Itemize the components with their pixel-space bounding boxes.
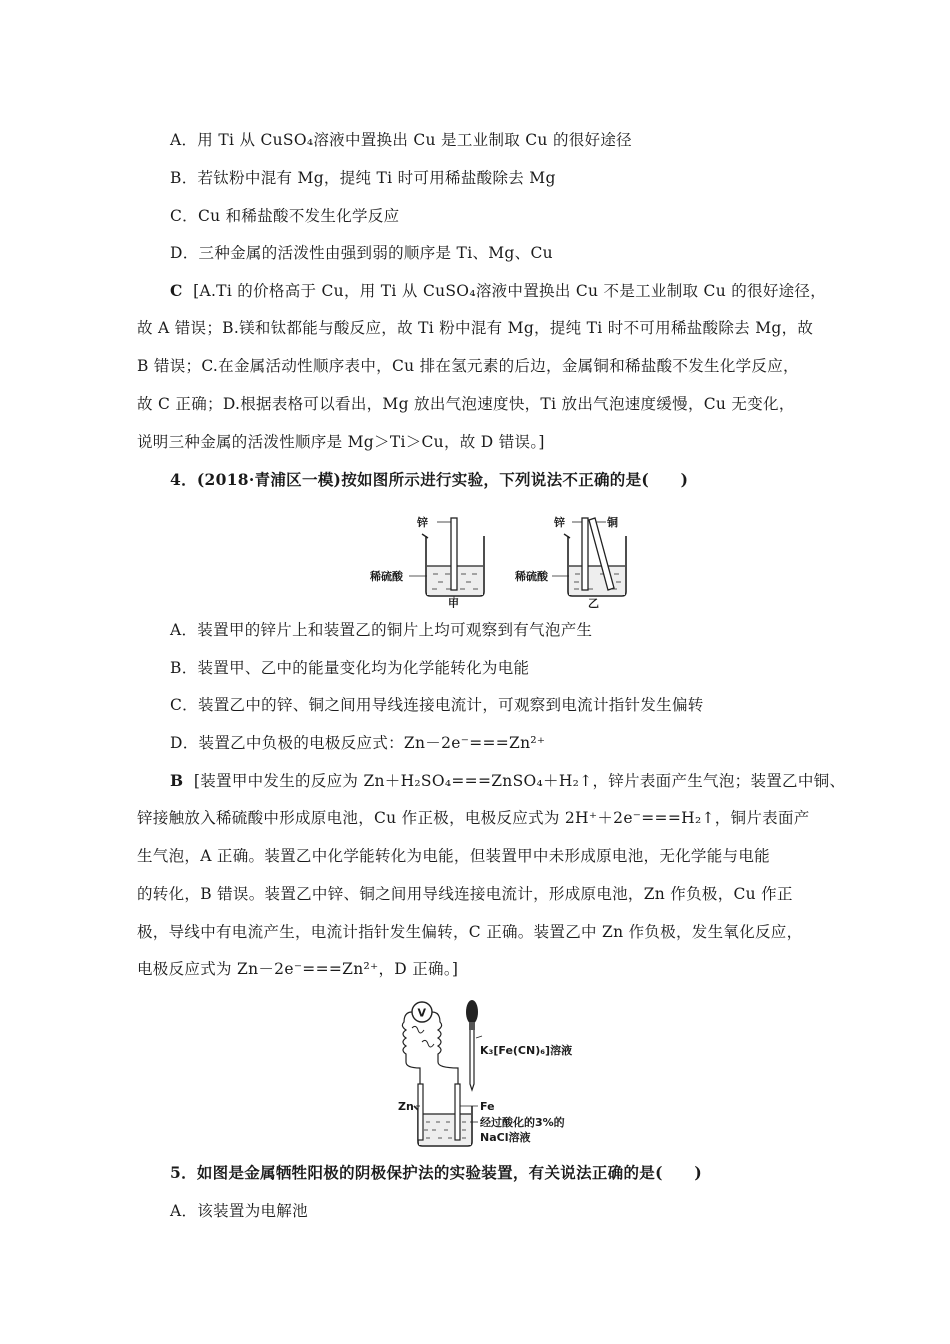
q4-yi-acid-label: 稀硫酸 [515,570,548,583]
q5-dropper-bulb [466,1000,478,1024]
q4-explanation-line-2: 锌接触放入稀硫酸中形成原电池，Cu 作正极，电极反应式为 2H⁺＋2e⁻===H₂↑，铜片表面产 [137,809,810,827]
q4-option-d: D．装置乙中负极的电极反应式：Zn－2e⁻===Zn²⁺ [170,734,546,752]
q4-beaker-jia [369,515,484,608]
q4-explanation-line-6: 电极反应式为 Zn－2e⁻===Zn²⁺，D 正确。] [137,960,459,978]
q3-option-a: A．用 Ti 从 CuSO₄溶液中置换出 Cu 是工业制取 Cu 的很好途径 [170,131,632,149]
q4-explanation-text-1: [装置甲中发生的反应为 Zn＋H₂SO₄===ZnSO₄＋H₂↑，锌片表面产生气泡；装置乙中铜、 [193,772,846,790]
q4-jia-caption: 甲 [448,597,459,608]
q3-answer: C [170,281,183,300]
q4-stem: 4．(2018·青浦区一模)按如图所示进行实验，下列说法不正确的是( ) [170,470,689,489]
q3-explanation-line-5: 说明三种金属的活泼性顺序是 Mg＞Ti＞Cu，故 D 错误。] [137,433,545,451]
q4-yi-copper-label: 铜 [607,516,618,529]
q5-figure [398,998,608,1148]
q4-yi-caption: 乙 [588,597,599,608]
q5-reagent-label: K₃[Fe(CN)₆]溶液 [480,1044,573,1057]
q4-yi-zinc-strip [582,518,588,590]
q3-explanation-line-2: 故 A 错误；B.镁和钛都能与酸反应，故 Ti 粉中混有 Mg，提纯 Ti 时不可用稀盐酸除去 Mg，故 [137,319,814,337]
q4-yi-zinc-label: 锌 [554,516,565,529]
q4-option-b: B．装置甲、乙中的能量变化均为化学能转化为电能 [170,659,530,677]
q4-jia-acid-label: 稀硫酸 [370,570,403,583]
q3-option-d: D．三种金属的活泼性由强到弱的顺序是 Ti、Mg、Cu [170,244,553,262]
q5-fe-electrode [455,1084,460,1140]
q4-jia-zinc-label: 锌 [417,516,428,529]
q5-stem: 5．如图是金属牺牲阳极的阴极保护法的实验装置，有关说法正确的是( ) [170,1163,702,1182]
q4-jia-zinc-strip [451,518,457,590]
q4-explanation-line-4: 的转化，B 错误。装置乙中锌、铜之间用导线连接电流计，形成原电池，Zn 作负极，Cu 作正 [137,885,793,903]
q4-explanation-line-1 [170,769,845,791]
q4-answer: B [170,771,184,790]
q4-option-a: A．装置甲的锌片上和装置乙的铜片上均可观察到有气泡产生 [170,621,593,639]
q3-explanation-text-1: [A.Ti 的价格高于 Cu，用 Ti 从 CuSO₄溶液中置换出 Cu 不是工业制取 Cu 的很好途径， [193,282,827,300]
q4-explanation-line-3: 生气泡，A 正确。装置乙中化学能转化为电能，但装置甲中未形成原电池，无化学能与电能 [137,847,770,865]
q4-beaker-yi [514,515,626,608]
q3-explanation-line-3: B 错误；C.在金属活动性顺序表中，Cu 排在氢元素的后边，金属铜和稀盐酸不发生化学反应， [137,357,799,375]
q3-option-c: C．Cu 和稀盐酸不发生化学反应 [170,207,400,225]
q5-fe-label: Fe [480,1100,495,1113]
q4-explanation-line-5: 极，导线中有电流产生，电流计指针发生偏转，C 正确。装置乙中 Zn 作负极，发生氧化反应， [137,923,803,941]
q5-dropper-tube [470,1030,474,1090]
q5-option-a: A．该装置为电解池 [170,1202,308,1220]
q5-voltmeter-label: V [417,1006,427,1020]
q3-option-b: B．若钛粉中混有 Mg，提纯 Ti 时可用稀盐酸除去 Mg [170,169,556,187]
q5-zn-electrode [418,1084,423,1140]
q5-solution-label-2: NaCl溶液 [480,1131,531,1144]
q5-solution-label-1: 经过酸化的3%的 [480,1116,565,1129]
q3-explanation-line-4: 故 C 正确；D.根据表格可以看出，Mg 放出气泡速度快，Ti 放出气泡速度缓慢，Cu 无变化， [137,395,795,413]
q5-zn-label: Zn [398,1100,414,1113]
q3-explanation-line-1 [170,279,826,301]
q4-figure [360,508,640,608]
q4-option-c: C．装置乙中的锌、铜之间用导线连接电流计，可观察到电流计指针发生偏转 [170,696,704,714]
